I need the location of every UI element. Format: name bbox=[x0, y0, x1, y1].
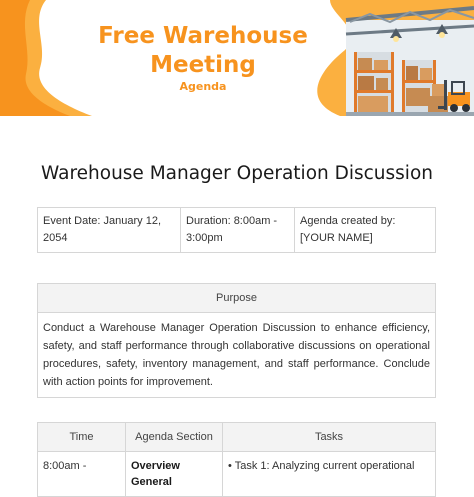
column-header-agenda-section: Agenda Section bbox=[126, 423, 223, 452]
event-date-cell: Event Date: January 12, 2054 bbox=[38, 208, 181, 253]
warehouse-illustration-icon bbox=[310, 0, 474, 116]
agenda-created-by-cell: Agenda created by: [YOUR NAME] bbox=[295, 208, 436, 253]
column-header-tasks: Tasks bbox=[223, 423, 436, 452]
agenda-time-cell: 8:00am - bbox=[38, 452, 126, 497]
table-header-row bbox=[38, 423, 436, 452]
document-title: Warehouse Manager Operation Discussion bbox=[41, 163, 433, 184]
table-row bbox=[38, 452, 436, 497]
agenda-section-cell: Overview General bbox=[126, 452, 223, 497]
agenda-table bbox=[37, 422, 436, 497]
purpose-header: Purpose bbox=[38, 284, 436, 313]
table-row bbox=[38, 284, 436, 313]
purpose-text: Conduct a Warehouse Manager Operation Discussion to enhance efficiency, safety, and staff performance through collaborative discussions on operational procedures, safety, inventory management, and staff performance. Conclude with action points for improvement. bbox=[38, 313, 436, 398]
table-row bbox=[38, 313, 436, 398]
banner-subtitle: Agenda bbox=[179, 80, 227, 93]
banner-title-line2: Meeting bbox=[150, 52, 256, 78]
meeting-info-table bbox=[37, 207, 436, 253]
banner-title-line1: Free Warehouse bbox=[98, 23, 308, 49]
purpose-table bbox=[37, 283, 436, 398]
header-banner bbox=[0, 0, 474, 116]
duration-cell: Duration: 8:00am - 3:00pm bbox=[181, 208, 295, 253]
agenda-task-cell: • Task 1: Analyzing current operational bbox=[223, 452, 436, 497]
table-row bbox=[38, 208, 436, 253]
column-header-time: Time bbox=[38, 423, 126, 452]
